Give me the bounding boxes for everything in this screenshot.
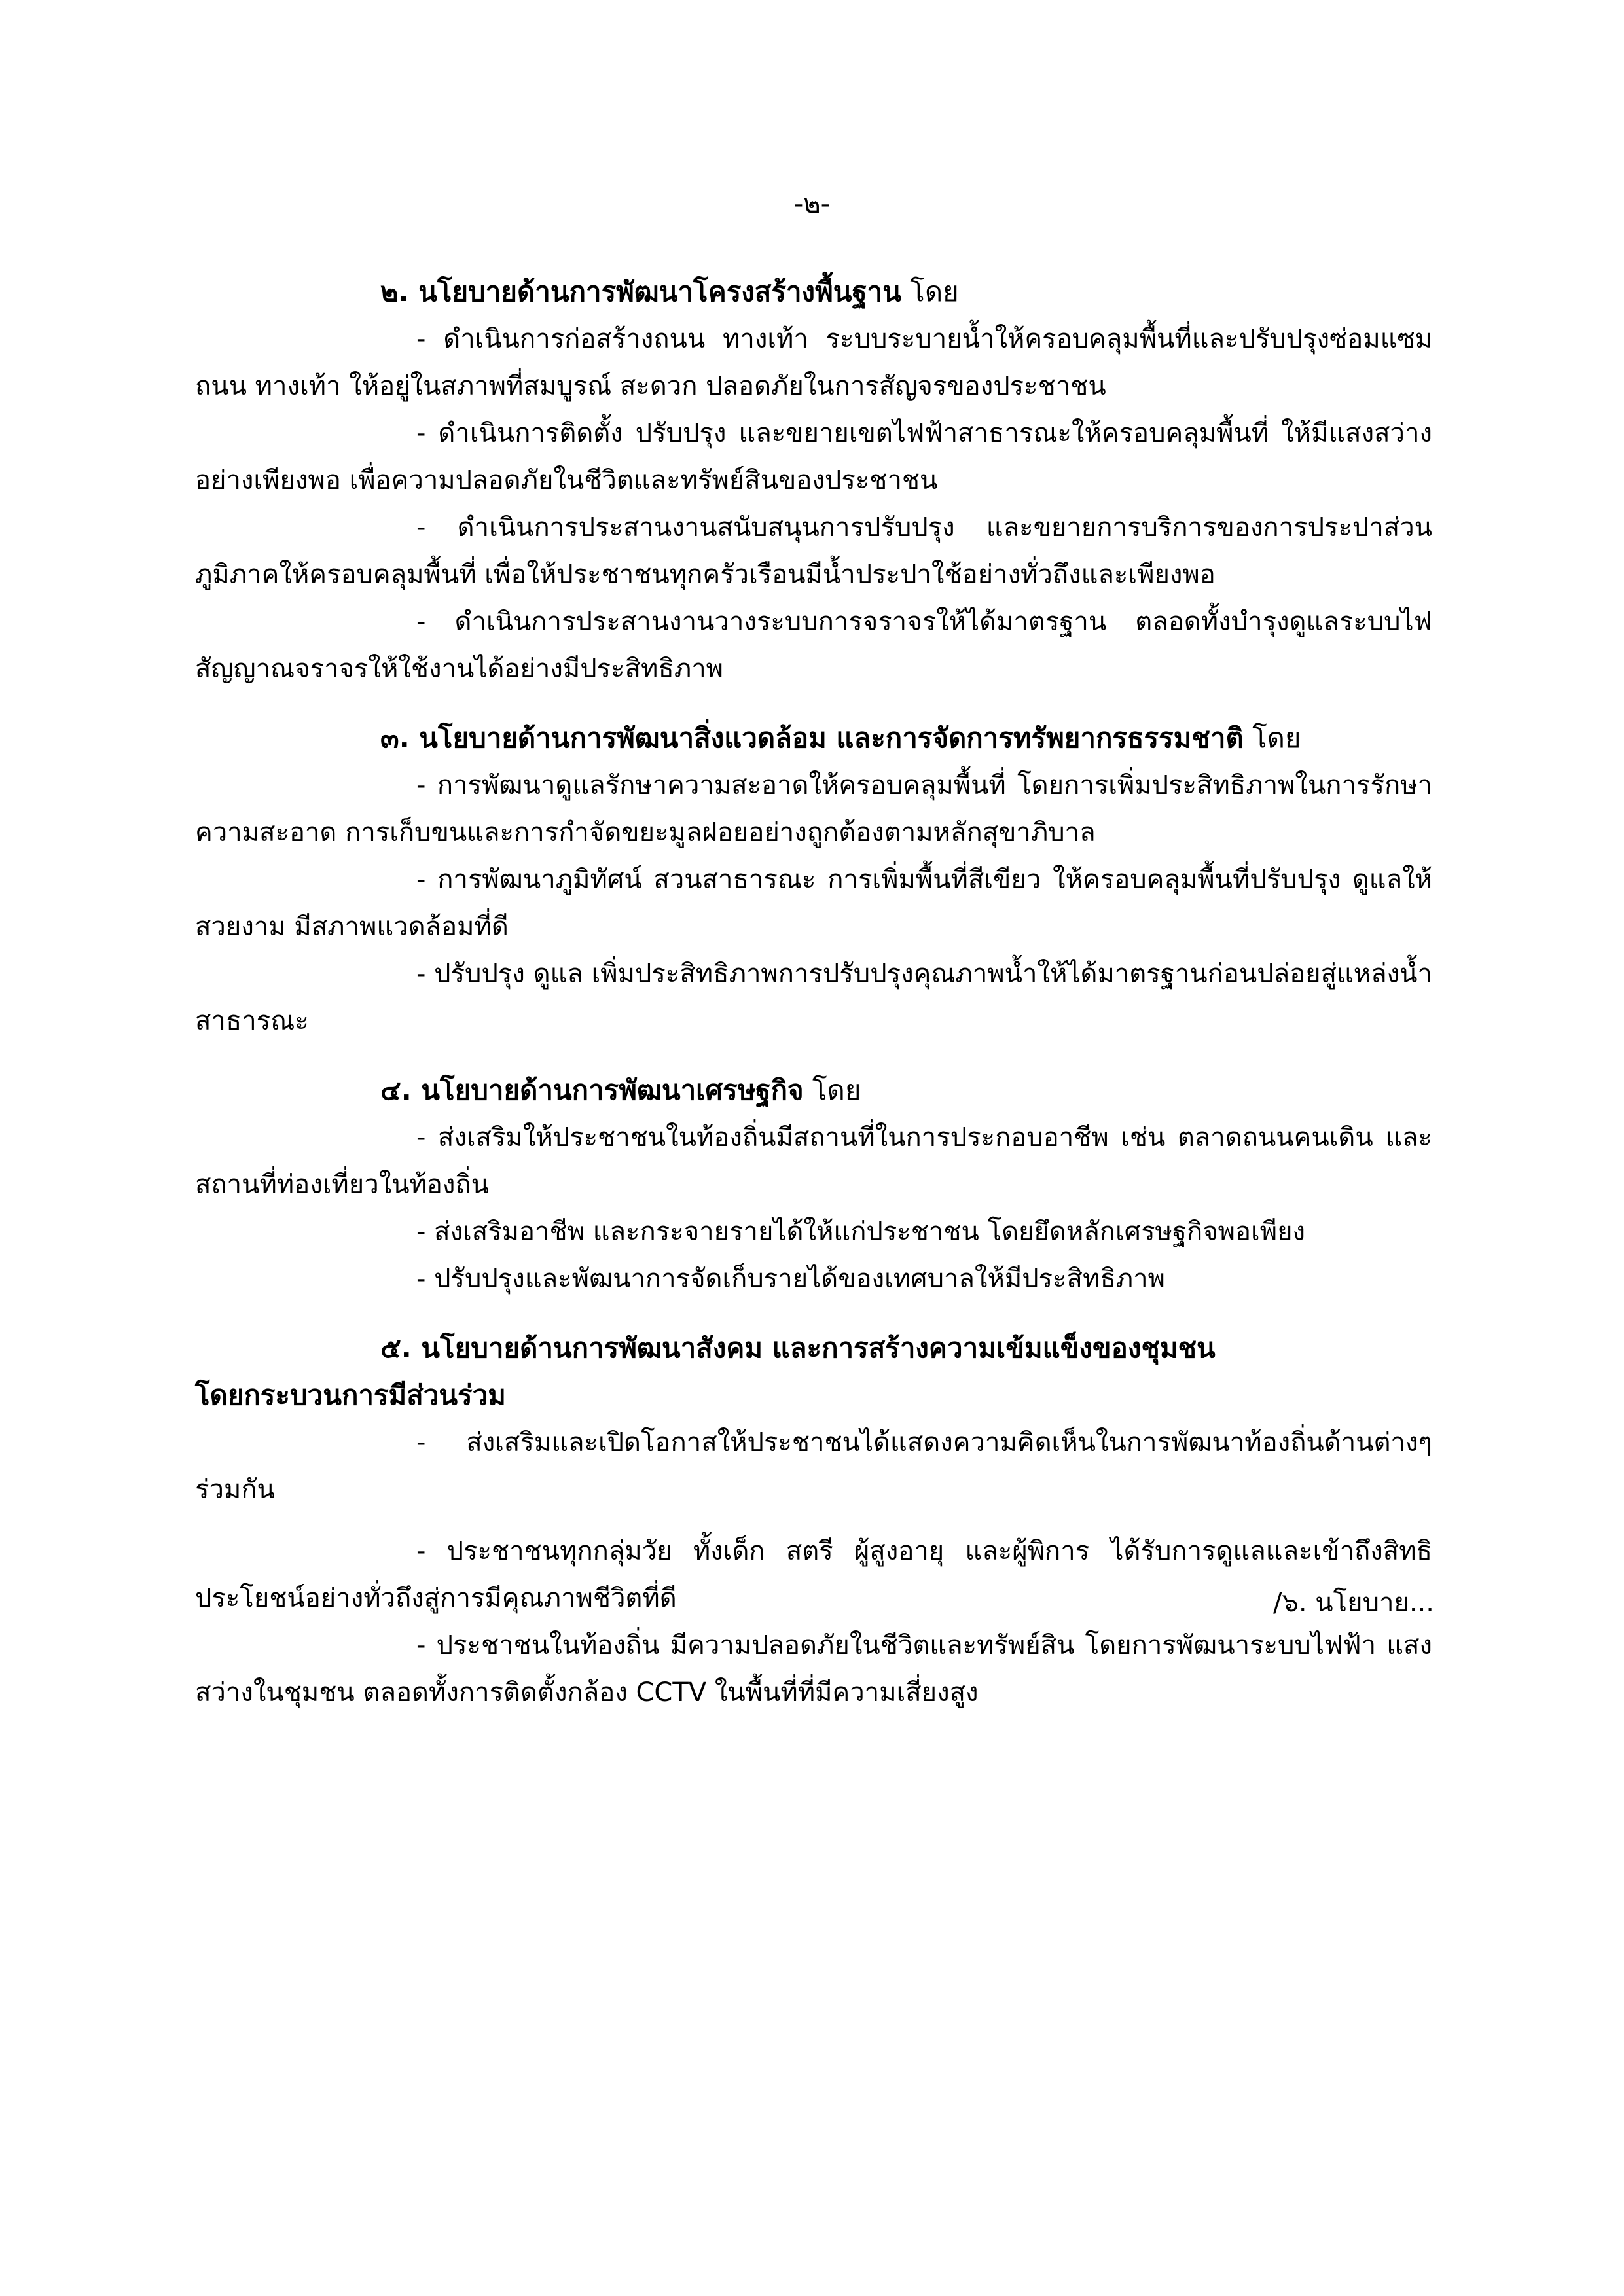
section-heading (195, 1067, 1432, 1114)
policy-item: - ส่งเสริมและเปิดโอกาสให้ประชาชนได้แสดงความคิดเห็นในการพัฒนาท้องถิ่นด้านต่างๆ ร่วมกัน (195, 1427, 1432, 1505)
section-spacer (195, 1302, 1432, 1325)
section-title-suffix: โดย (901, 276, 959, 308)
policy-item: - ส่งเสริมให้ประชาชนในท้องถิ่นมีสถานที่ในการประกอบอาชีพ เช่น ตลาดถนนคนเดิน และสถานที่ท่องเที่ยวในท้องถิ่น (195, 1122, 1432, 1200)
policy-item: - การพัฒนาดูแลรักษาความสะอาดให้ครอบคลุมพื้นที่ โดยการเพิ่มประสิทธิภาพในการรักษาความสะอาด การเก็บขนและการกำจัดขยะมูลฝอยอย่างถูกต้องตามหลักสุขาภิบาล (195, 770, 1432, 848)
policy-item: - ดำเนินการประสานงานวางระบบการจราจรให้ได้มาตรฐาน ตลอดทั้งบำรุงดูแลระบบไฟสัญญาณจราจรให้ใช้งานได้อย่างมีประสิทธิภาพ (195, 607, 1432, 684)
policy-item: - ปรับปรุง ดูแล เพิ่มประสิทธิภาพการปรับปรุงคุณภาพน้ำให้ได้มาตรฐานก่อนปล่อยสู่แหล่งน้ำสาธารณะ (195, 959, 1432, 1036)
policy-item: - ดำเนินการติดตั้ง ปรับปรุง และขยายเขตไฟฟ้าสาธารณะให้ครอบคลุมพื้นที่ ให้มีแสงสว่างอย่างเพียงพอ เพื่อความปลอดภัยในชีวิตและทรัพย์สินของประชาชน (195, 418, 1432, 495)
policy-item: - ดำเนินการประสานงานสนับสนุนการปรับปรุง และขยายการบริการของการประปาส่วนภูมิภาคให้ครอบคลุมพื้นที่ เพื่อให้ประชาชนทุกครัวเรือนมีน้ำประปาใช้อย่างทั่วถึงและเพียงพอ (195, 512, 1432, 590)
policy-item: - ส่งเสริมอาชีพ และกระจายรายได้ให้แก่ประชาชน โดยยึดหลักเศรษฐกิจพอเพียง (416, 1217, 1306, 1247)
section-title: ๒. นโยบายด้านการพัฒนาโครงสร้างพื้นฐาน (380, 276, 901, 308)
section-title-continuation: โดยกระบวนการมีส่วนร่วม (195, 1379, 506, 1411)
section-spacer (195, 692, 1432, 715)
policy-item: - ดำเนินการก่อสร้างถนน ทางเท้า ระบบระบายน้ำให้ครอบคลุมพื้นที่และปรับปรุงซ่อมแซม ถนน ทางเท้า ให้อยู่ในสภาพที่สมบูรณ์ สะดวก ปลอดภัยในการสัญจรของประชาชน (195, 324, 1432, 401)
section-economy (195, 1067, 1432, 1302)
section-heading (195, 1325, 1432, 1419)
page-number: -๒- (793, 189, 831, 219)
section-title: ๕. นโยบายด้านการพัฒนาสังคม และการสร้างความเข้มแข็งของชุมชน (380, 1332, 1216, 1364)
section-title-suffix: โดย (1243, 722, 1301, 754)
policy-item: - ประชาชนทุกกลุ่มวัย ทั้งเด็ก สตรี ผู้สูงอายุ และผู้พิการ ได้รับการดูแลและเข้าถึงสิทธิประโยชน์อย่างทั่วถึงสู่การมีคุณภาพชีวิตที่ดี (195, 1536, 1432, 1613)
section-environment (195, 715, 1432, 1045)
policy-item: - การพัฒนาภูมิทัศน์ สวนสาธารณะ การเพิ่มพื้นที่สีเขียว ให้ครอบคลุมพื้นที่ปรับปรุง ดูแลให้สวยงาม มีสภาพแวดล้อมที่ดี (195, 865, 1432, 942)
section-infrastructure (195, 268, 1432, 692)
section-heading (195, 268, 1432, 315)
policy-item: - ปรับปรุงและพัฒนาการจัดเก็บรายได้ของเทศบาลให้มีประสิทธิภาพ (416, 1264, 1165, 1294)
policy-item: - ประชาชนในท้องถิ่น มีความปลอดภัยในชีวิตและทรัพย์สิน โดยการพัฒนาระบบไฟฟ้า แสงสว่างในชุมชน ตลอดทั้งการติดตั้งกล้อง CCTV ในพื้นที่ที่มีความเสี่ยงสูง (195, 1630, 1432, 1708)
continuation-reference: /๖. นโยบาย... (1273, 1588, 1434, 1618)
section-title: ๓. นโยบายด้านการพัฒนาสิ่งแวดล้อม และการจัดการทรัพยากรธรรมชาติ (380, 722, 1244, 754)
document-body (195, 268, 1432, 1716)
section-heading (195, 715, 1432, 762)
section-society (195, 1325, 1432, 1716)
section-spacer (195, 1045, 1432, 1067)
section-title-suffix: โดย (803, 1074, 861, 1106)
section-title: ๔. นโยบายด้านการพัฒนาเศรษฐกิจ (380, 1074, 804, 1106)
